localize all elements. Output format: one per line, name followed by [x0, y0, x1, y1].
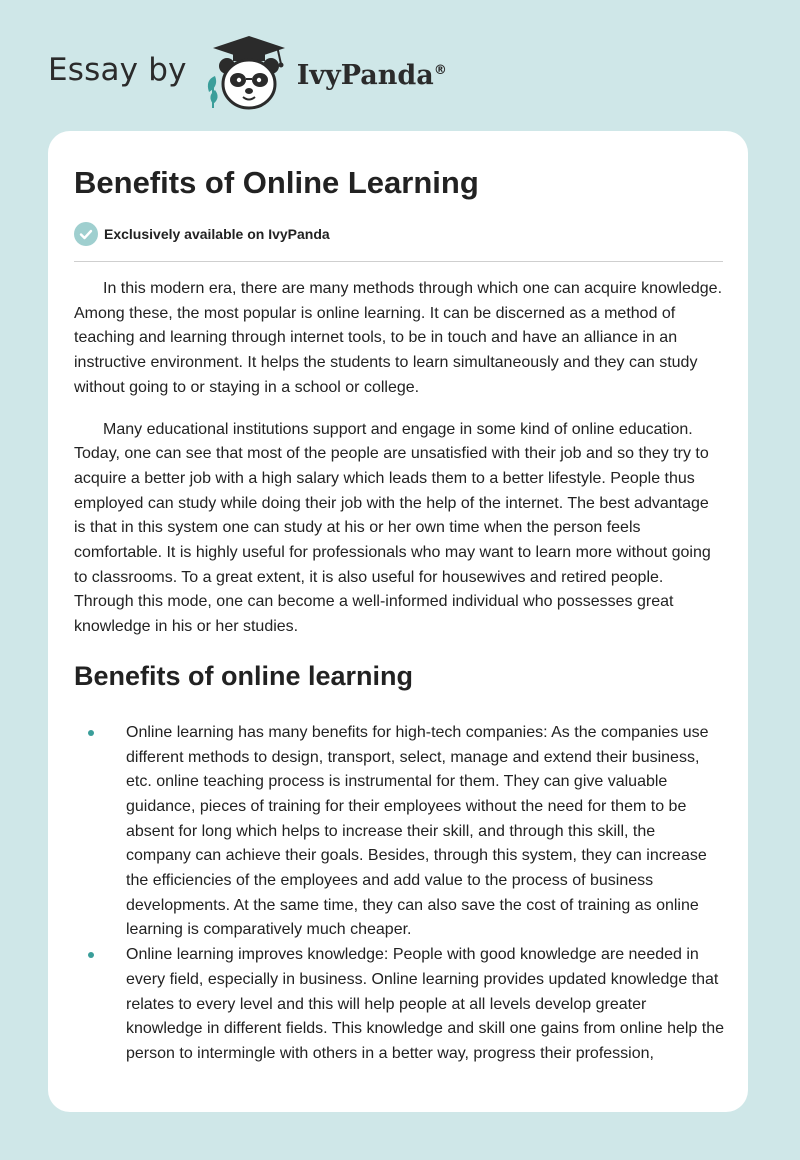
panda-graduate-logo-icon [203, 34, 295, 114]
bullet-icon [88, 952, 94, 958]
exclusive-badge [74, 221, 724, 247]
bullet-icon [88, 730, 94, 736]
check-circle-icon [74, 222, 98, 246]
list-item [74, 721, 724, 943]
list-item-text: Online learning improves knowledge: People with good knowledge are needed in every field, especially in business. Online learning provides updated knowledge that relates to every level and this will help people at all levels develop greater knowledge in different fields. This knowledge and skill one gains from online help the person to intermingle with others in a better way, progress their profession, [126, 946, 724, 1062]
brand-prefix: Essay by [48, 52, 187, 88]
paragraph-intro: In this modern era, there are many methods through which one can acquire knowledge. Among these, the most popular is online learning. It can be discerned as a method of teaching and learning through internet tools, to be in touch and have an alliance in an instructive environment. It helps the students to learn simultaneously and they can study without going to or staying in a school or college. [74, 280, 723, 396]
section-heading: Benefits of online learning [74, 660, 414, 691]
brand-name: IvyPanda® [296, 59, 447, 91]
benefits-list [74, 721, 724, 1067]
list-item [74, 943, 724, 1067]
essay-content [74, 161, 724, 1067]
list-item-text: Online learning has many benefits for high-tech companies: As the companies use different methods to design, transport, select, manage and extend their business, etc. online teaching process is instrumental for them. They can give valuable guidance, pieces of training for their employees without the need for them to be absent for long which helps to increase their skill, and through this skill, the company can achieve their goals. Besides, through this system, they can increase the efficiencies of the employees and add value to the process of business developments. At the same time, they can also save the cost of training as online learning is comparatively much cheaper. [126, 723, 709, 939]
divider [74, 261, 723, 262]
essay-card [48, 131, 748, 1112]
page-title: Benefits of Online Learning [74, 165, 479, 200]
exclusive-label: Exclusively available on IvyPanda [104, 226, 330, 242]
brand-header[interactable] [48, 34, 447, 114]
paragraph-institutions: Many educational institutions support and engage in some kind of online education. Today, one can see that most of the people are unsatisfied with their job and so they try to acquire a better job with a high salary which leads them to a better lifestyle. People thus employed can study while doing their job with the help of the internet. The best advantage is that in this system one can study at his or her own time when the person feels comfortable. It is highly useful for professionals who may want to learn more without going to classrooms. To a great extent, it is also useful for housewives and retired people. Through this mode, one can become a well-informed individual who possesses great knowledge in his or her studies. [74, 420, 711, 636]
